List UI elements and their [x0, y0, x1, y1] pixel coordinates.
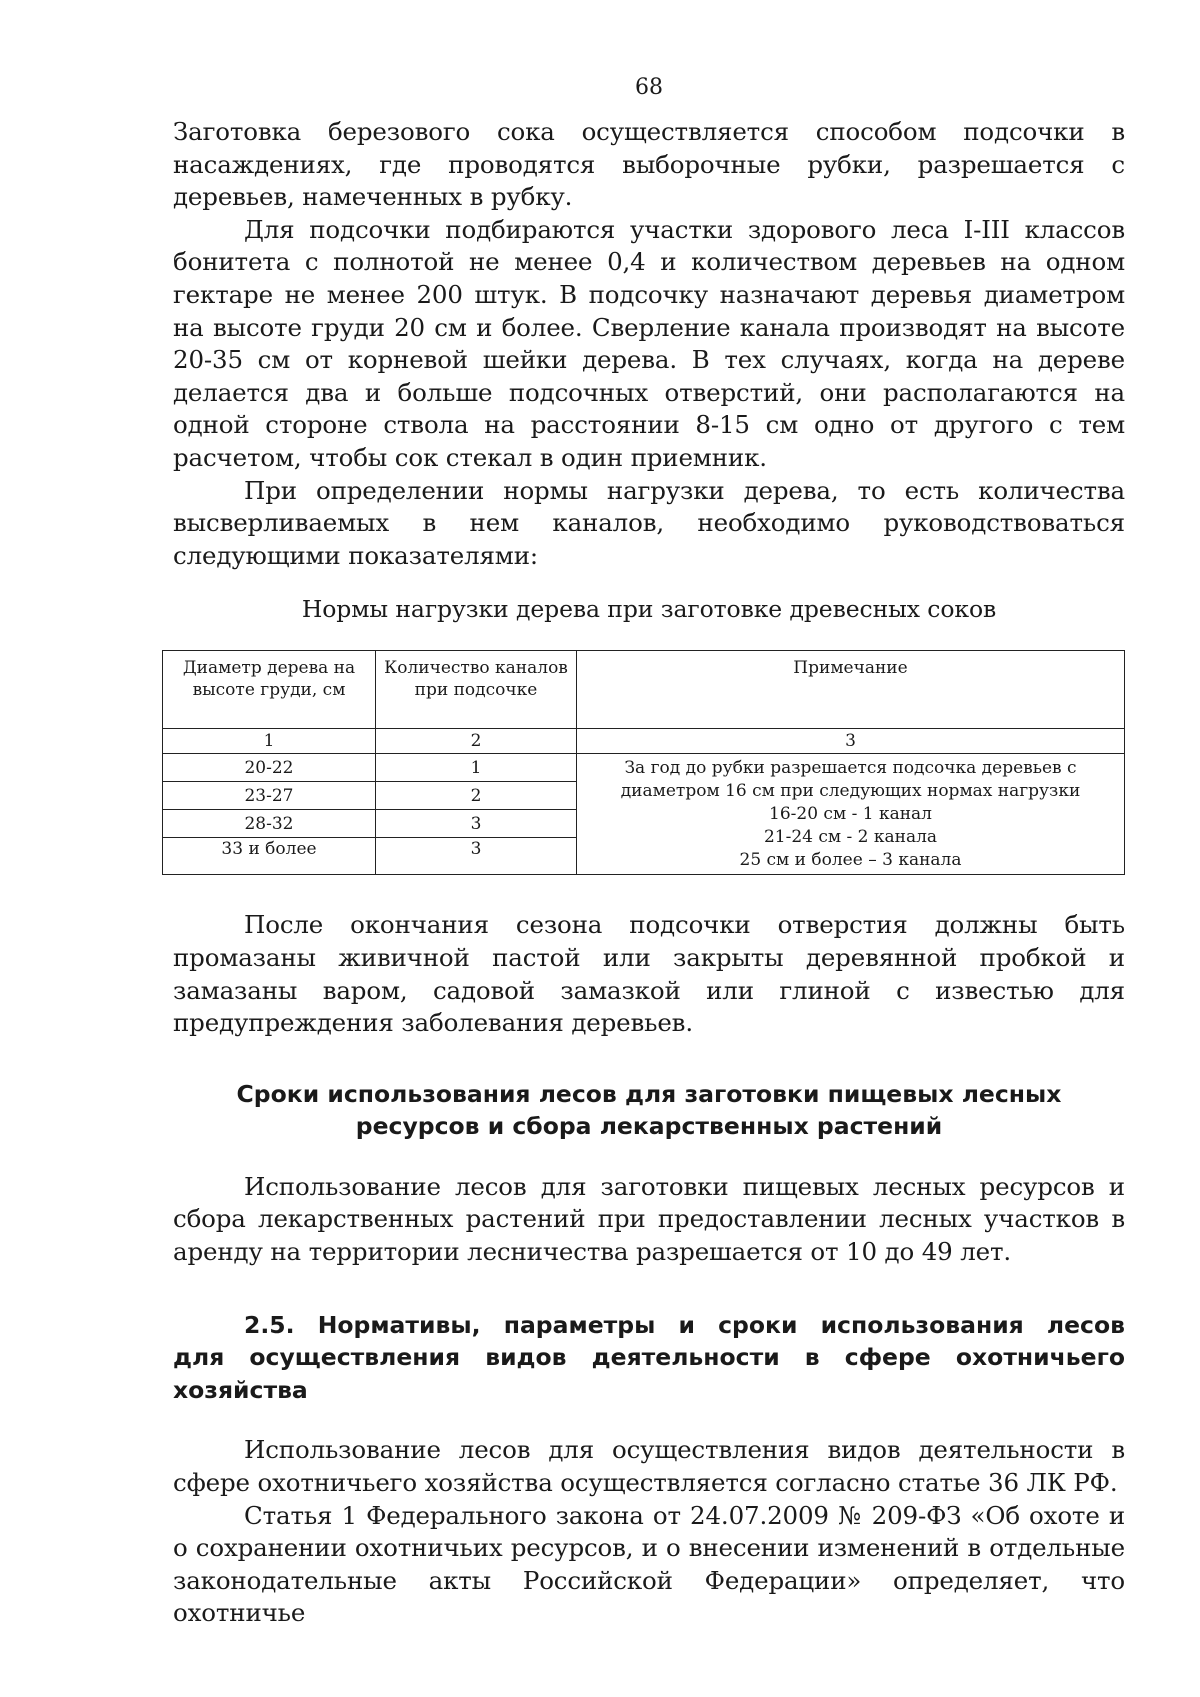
heading-food-resources	[173, 1078, 1125, 1143]
heading-line: 2.5. Нормативы, параметры и сроки использования лесов	[244, 1310, 1125, 1339]
paragraph-tapping-plots: Для подсочки подбираются участки здорового леса I-III классов бонитета с полнотой не менее 0,4 и количеством деревьев на одном гектаре не менее 200 штук. В подсочку назначают деревья диаметром на высоте груди 20 см и более. Сверление канала производят на высоте 20-35 см от корневой шейки дерева. В тех случаях, когда на дереве делается два и больше подсочных отверстий, они располагаются на одной стороне ствола на расстоянии 8-15 см одно от другого с тем расчетом, чтобы сок стекал в один приемник.	[173, 214, 1125, 472]
paragraph-load-norms: При определении нормы нагрузки дерева, то есть количества высверливаемых в нем каналов, необходимо руководствоваться следующими показателями:	[173, 475, 1125, 570]
document-page	[173, 68, 1125, 1630]
paragraph-federal-law: Статья 1 Федерального закона от 24.07.2009 № 209-ФЗ «Об охоте и о сохранении охотничьих ресурсов, и о внесении изменений в отдельные законодательные акты Российской Федерации» определяет, что охотничье	[173, 1500, 1125, 1628]
paragraph-lease-terms: Использование лесов для заготовки пищевых лесных ресурсов и сбора лекарственных растений при предоставлении лесных участков в аренду на территории лесничества разрешается от 10 до 49 лет.	[173, 1171, 1125, 1267]
diameter-cell: 28-32	[163, 810, 376, 838]
column-number: 2	[376, 729, 577, 754]
paragraph-after-season: После окончания сезона подсочки отверстия должны быть промазаны живичной пастой или закрыты деревянной пробкой и замазаны варом, садовой замазкой или глиной с известью для предупреждения заболевания деревьев.	[173, 910, 1125, 1038]
table-column-numbers-row	[163, 729, 1125, 754]
note-line: За год до рубки разрешается подсочка деревьев с диаметром 16 см при следующих нормах нагрузки	[620, 758, 1081, 802]
table-row	[163, 754, 1125, 782]
header-diameter: Диаметр дерева на высоте груди, см	[163, 651, 376, 729]
note-cell	[577, 754, 1125, 875]
diameter-cell: 23-27	[163, 782, 376, 810]
heading-line: ресурсов и сбора лекарственных растений	[355, 1112, 943, 1141]
table-title: Нормы нагрузки дерева при заготовке древесных соков	[301, 595, 997, 624]
header-channels: Количество каналов при подсочке	[376, 651, 577, 729]
channels-cell: 3	[376, 810, 577, 838]
column-number: 1	[163, 729, 376, 754]
diameter-cell: 20-22	[163, 754, 376, 782]
column-number: 3	[577, 729, 1125, 754]
section-heading-2-5	[173, 1309, 1125, 1407]
channels-cell: 3	[376, 838, 577, 875]
note-line: 25 см и более – 3 канала	[739, 850, 962, 871]
header-note: Примечание	[577, 651, 1125, 729]
page-number: 68	[635, 75, 663, 100]
table-header-row	[163, 651, 1125, 729]
channels-cell: 2	[376, 782, 577, 810]
paragraph-birch-sap: Заготовка березового сока осуществляется способом подсочки в насаждениях, где проводятся выборочные рубки, разрешается с деревьев, намеченных в рубку.	[173, 117, 1125, 212]
diameter-cell: 33 и более	[163, 838, 376, 875]
note-line: 16-20 см - 1 канал	[769, 804, 932, 825]
channels-cell: 1	[376, 754, 577, 782]
paragraph-hunting-use: Использование лесов для осуществления видов деятельности в сфере охотничьего хозяйства осуществляется согласно статье 36 ЛК РФ.	[173, 1435, 1125, 1498]
heading-line: Сроки использования лесов для заготовки пищевых лесных	[236, 1079, 1062, 1108]
heading-line: для осуществления видов деятельности в сфере охотничьего хозяйства	[173, 1343, 1125, 1404]
note-line: 21-24 см - 2 канала	[763, 827, 938, 848]
tree-load-norms-table	[162, 650, 1125, 875]
